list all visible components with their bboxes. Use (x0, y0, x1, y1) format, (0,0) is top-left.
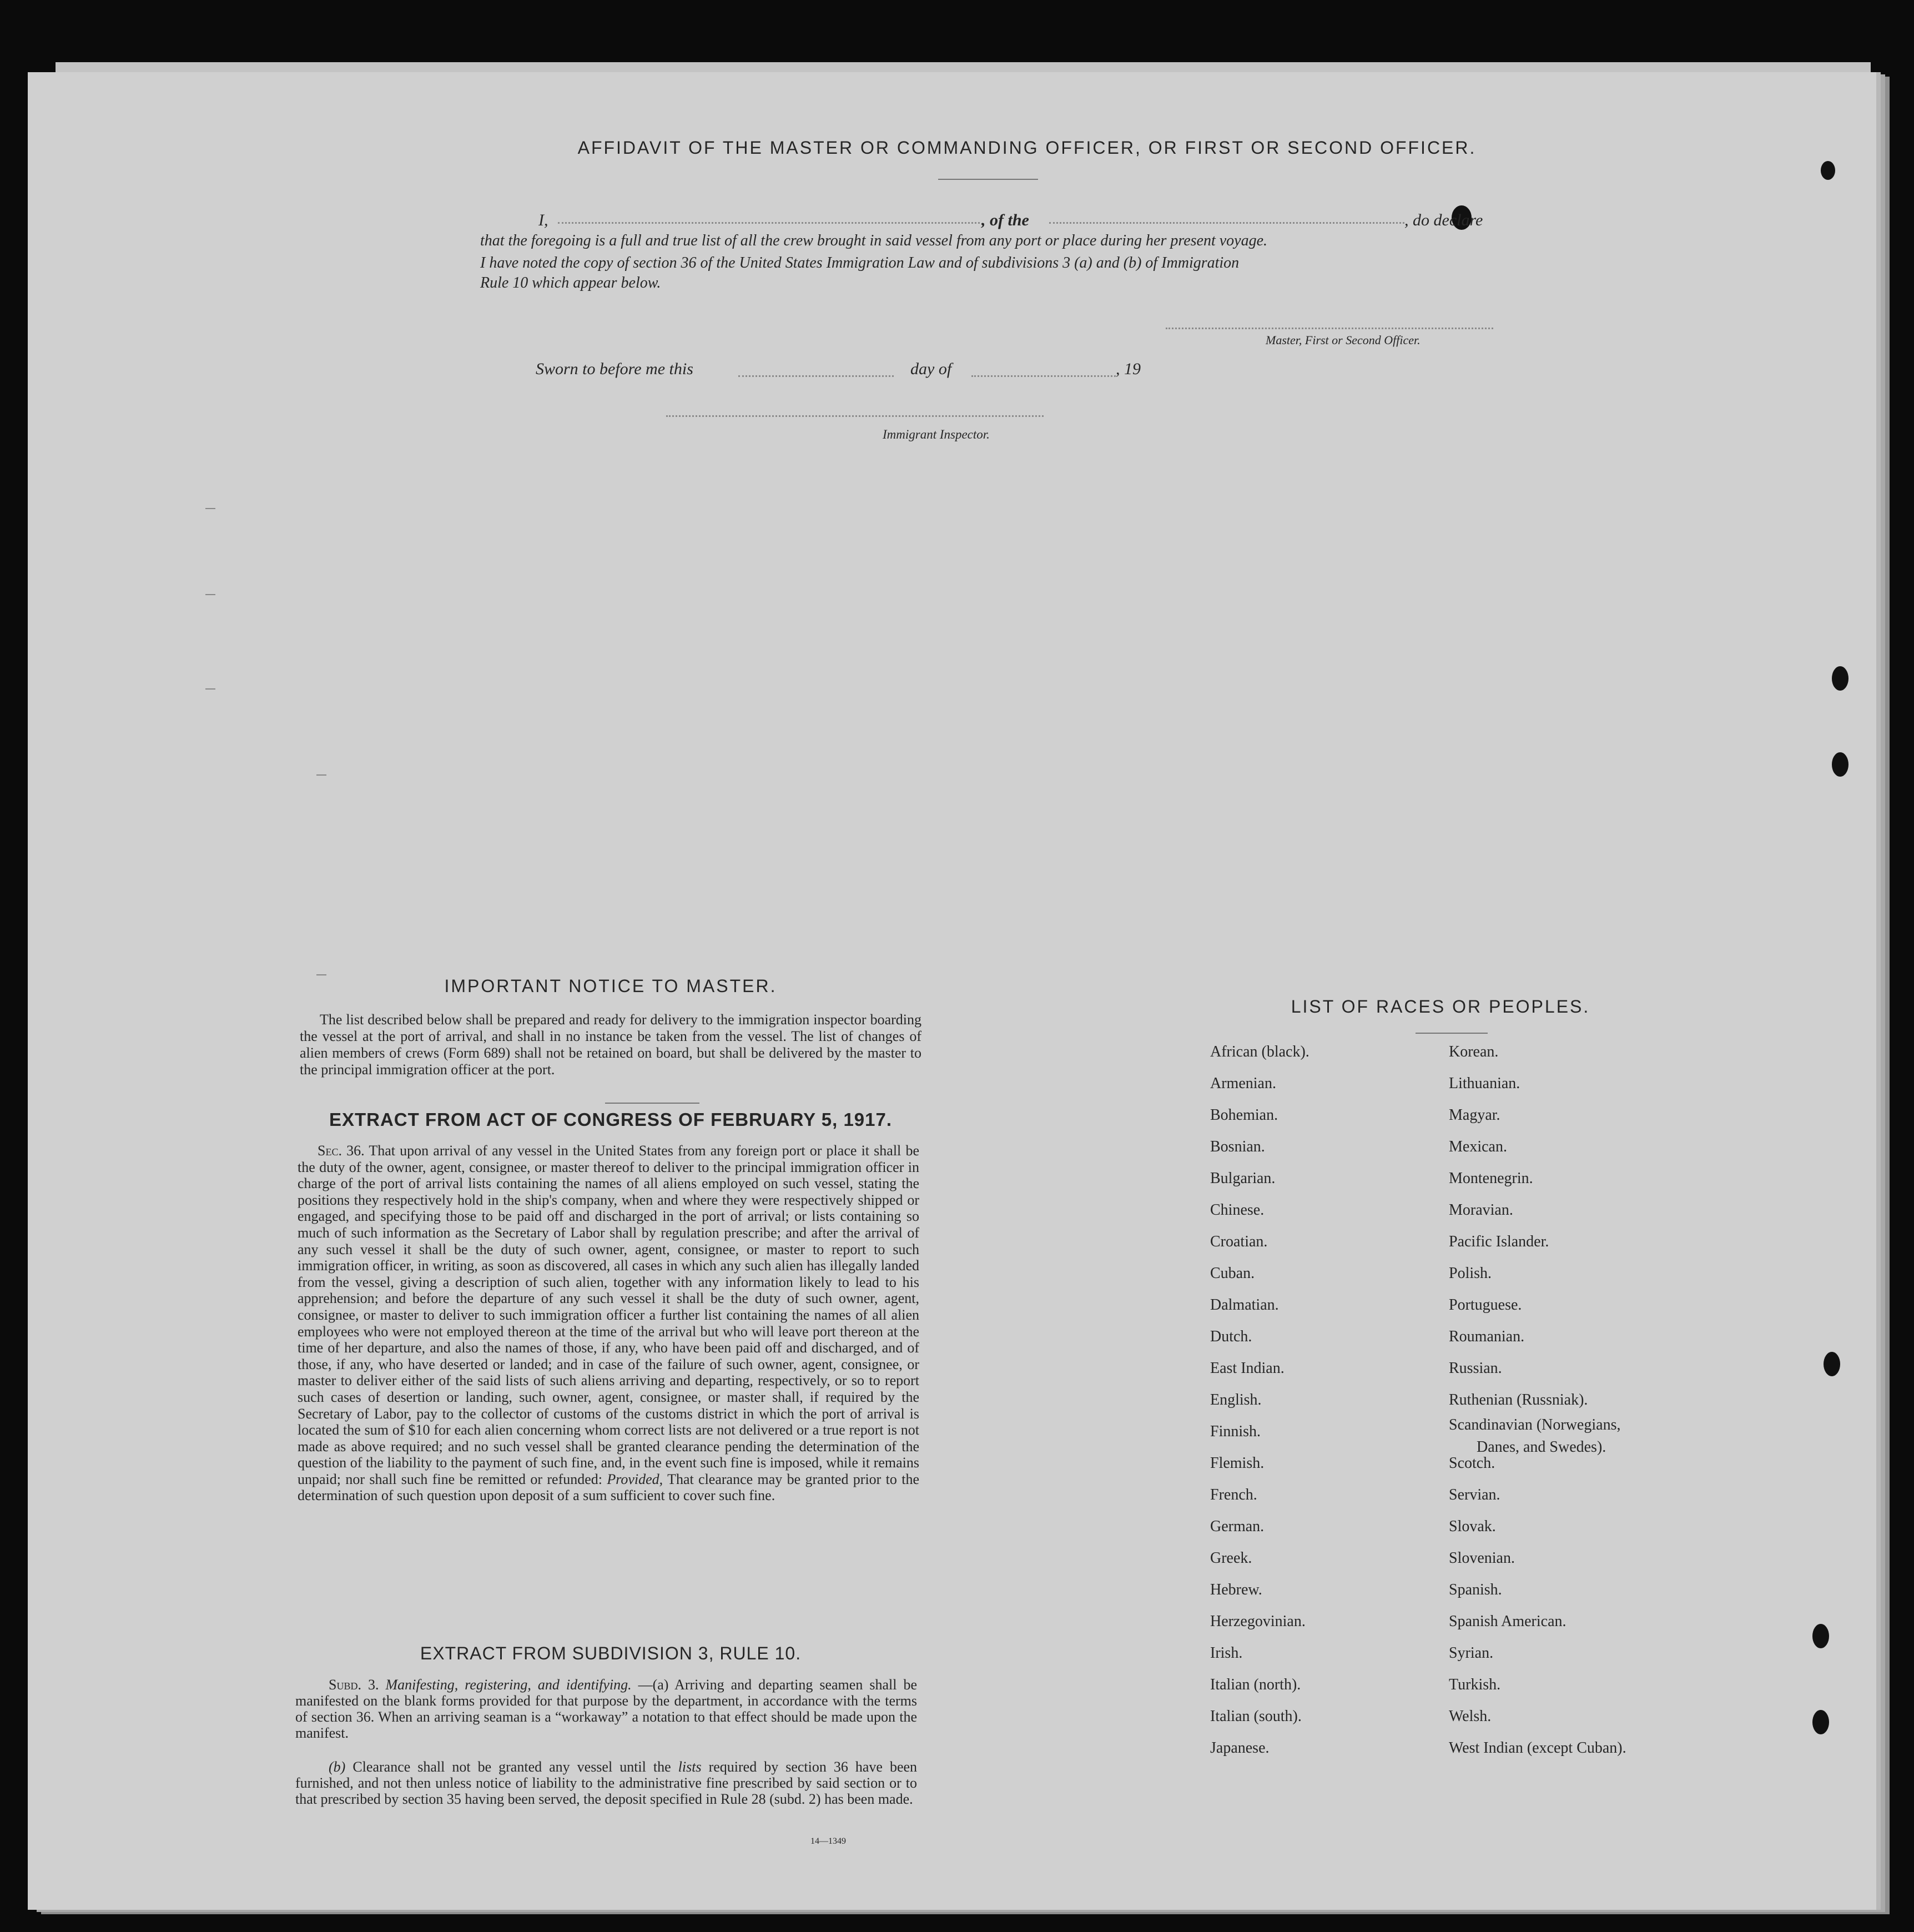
race-item: English. (1210, 1391, 1262, 1408)
race-item: Greek. (1210, 1549, 1252, 1567)
race-item: Servian. (1449, 1486, 1500, 1503)
form-number: 14—1349 (810, 1837, 846, 1846)
race-item: Polish. (1449, 1265, 1492, 1282)
race-item: Korean. (1449, 1043, 1499, 1060)
race-item: Lithuanian. (1449, 1075, 1520, 1092)
race-item: Finnish. (1210, 1423, 1261, 1440)
divider (1416, 1033, 1488, 1034)
provided-word: Provided, (607, 1471, 663, 1487)
margin-tick (316, 774, 326, 776)
affidavit-line-2: that the foregoing is a full and true list of all the crew brought in said vessel from any port or place during her present voyage. (480, 232, 1268, 249)
affidavit-line-4: Rule 10 which appear below. (480, 274, 661, 291)
sworn-prefix: Sworn to before me this (536, 360, 693, 378)
signature-blank[interactable] (1166, 328, 1493, 329)
binding-hole (1812, 1710, 1829, 1734)
binding-hole (1824, 1352, 1840, 1376)
sworn-year: , 19 (1116, 360, 1141, 378)
race-item: French. (1210, 1486, 1257, 1503)
race-item: Ruthenian (Russniak). (1449, 1391, 1588, 1408)
race-item: Dutch. (1210, 1328, 1252, 1345)
race-item: Hebrew. (1210, 1581, 1262, 1598)
section-label: Sec. 36. (318, 1143, 365, 1159)
affidavit-do-declare: , do declare (1404, 211, 1483, 229)
lists-word: lists (678, 1759, 702, 1775)
race-item: Irish. (1210, 1644, 1243, 1662)
race-item: East Indian. (1210, 1360, 1285, 1377)
race-item: Welsh. (1449, 1708, 1492, 1725)
race-item: African (black). (1210, 1043, 1309, 1060)
inspector-blank[interactable] (666, 415, 1044, 417)
notice-text: The list described below shall be prepared and ready for delivery to the immigration inspector boarding the vessel at the port of arrival, and shall in no instance be taken from the vessel. The list of changes of alien members of crews (Form 689) shall not be retained on board, but shall be delivered by the master to the principal immigration officer at the port. (300, 1012, 921, 1078)
section-36-text: That upon arrival of any vessel in the United States from any foreign port or place it shall be the duty of the owner, agent, consignee, or master thereof to deliver to the principal immigration officer in charge of the port of arrival lists containing the names of all aliens employed on such vessel, stating the positions they respectively hold in the ship's company, when and where they were respectively shipped or engaged, and specifying those to be paid off and discharged in the port of arrival; or lists containing so much of such information as the Secretary of Labor shall by regulation prescribe; and after the arrival of any such vessel it shall be the duty of such owner, agent, consignee, or master to report to such immigration officer, in writing, as soon as discovered, all cases in which any such alien has illegally landed from the vessel, giving a description of such alien, together with any information likely to lead to his apprehension; and before the departure of any such vessel it shall be the duty of such owner, agent, consignee, or master to deliver to such immigration officer a further list containing the names of all alien employees who were not employed thereon at the time of the arrival but who will leave port thereon at the time of her departure, and also the names of those, if any, who have been paid off and discharged, and of those, if any, who have deserted or landed; and in case of the failure of such owner, agent, consignee, or master to deliver either of the said lists of such aliens arriving and departing, respectively, or so to report such cases of desertion or landing, such owner, agent, consignee, or master shall, if required by the Secretary of Labor, pay to the collector of customs of the customs district in which the port of arrival is located the sum of $10 for each alien concerning whom correct lists are not delivered or a true report is not made as above required; and no such vessel shall be granted clearance pending the determination of the question of the liability to the payment of such fine, and, in the event such fine is imposed, while it remains unpaid; nor shall such fine be remitted or refunded: (298, 1143, 919, 1487)
affidavit-of-the: , of the (981, 211, 1029, 229)
divider (605, 1103, 699, 1104)
binding-hole (1832, 752, 1848, 777)
margin-tick (205, 594, 215, 595)
race-item: Moravian. (1449, 1201, 1513, 1219)
race-item: Italian (north). (1210, 1676, 1301, 1693)
races-title: LIST OF RACES OR PEOPLES. (1291, 997, 1590, 1017)
race-item: Flemish. (1210, 1455, 1265, 1472)
sworn-day-blank[interactable] (738, 375, 894, 377)
binding-hole (1832, 666, 1848, 691)
subdivision-label: Subd. 3. (329, 1677, 379, 1693)
inspector-caption: Immigrant Inspector. (883, 427, 990, 441)
subdivision-b-label: (b) (329, 1759, 346, 1775)
race-item: Mexican. (1449, 1138, 1507, 1155)
sworn-day-of: day of (910, 360, 952, 378)
subdivision-heading: Manifesting, registering, and identifying. (385, 1677, 632, 1693)
name-blank[interactable] (558, 222, 980, 224)
race-item: Bohemian. (1210, 1106, 1278, 1124)
race-item: Syrian. (1449, 1644, 1494, 1662)
extract-rule-body-a (295, 1677, 917, 1741)
margin-tick (205, 508, 215, 509)
affidavit-i: I, (538, 211, 548, 229)
race-item: Bosnian. (1210, 1138, 1265, 1155)
race-item: Bulgarian. (1210, 1170, 1276, 1187)
race-item: Spanish. (1449, 1581, 1502, 1598)
race-item: Russian. (1449, 1360, 1502, 1377)
extract-act-body (298, 1143, 919, 1504)
affidavit-title: AFFIDAVIT OF THE MASTER OR COMMANDING OFFICER, OR FIRST OR SECOND OFFICER. (577, 138, 1477, 158)
extract-act-title: EXTRACT FROM ACT OF CONGRESS OF FEBRUARY 5, 1917. (329, 1109, 893, 1130)
race-item: Montenegrin. (1449, 1170, 1533, 1187)
race-item: Spanish American. (1449, 1613, 1567, 1630)
race-item: Magyar. (1449, 1106, 1500, 1124)
race-item: Cuban. (1210, 1265, 1255, 1282)
binding-hole (1812, 1624, 1829, 1648)
subdivision-a-text: —(a) Arriving and departing seamen shall be manifested on the blank forms provided for that purpose by the department, in accordance with the terms of section 36. When an arriving seaman is a “workaway” a notation to that effect should be made upon the manifest. (295, 1677, 917, 1741)
race-item: Herzegovinian. (1210, 1613, 1306, 1630)
race-item: Scotch. (1449, 1455, 1495, 1472)
race-item: Japanese. (1210, 1739, 1270, 1757)
margin-tick (316, 974, 326, 975)
race-item-continuation: Danes, and Swedes). (1477, 1438, 1606, 1456)
subdivision-b-text-1: Clearance shall not be granted any vessel until the (352, 1759, 671, 1775)
race-item: Slovak. (1449, 1518, 1496, 1535)
race-item: Turkish. (1449, 1676, 1501, 1693)
section-36-text-end: That clearance may be granted prior to the determination of such question upon deposit of a sum sufficient to cover such fine. (298, 1471, 919, 1504)
race-item: Italian (south). (1210, 1708, 1302, 1725)
subdivision-b-text-2: required by section 36 have been furnished, and not then unless notice of liability to the administrative fine prescribed by said section or to that prescribed by section 35 having been served, the deposit specified in Rule 28 (subd. 2) has been made. (295, 1759, 918, 1807)
race-item: Portuguese. (1449, 1296, 1522, 1314)
race-item: Croatian. (1210, 1233, 1268, 1250)
race-item: Slovenian. (1449, 1549, 1515, 1567)
race-item: Dalmatian. (1210, 1296, 1279, 1314)
race-item: Pacific Islander. (1449, 1233, 1549, 1250)
extract-rule-body-b (295, 1759, 917, 1807)
affidavit-line-3: I have noted the copy of section 36 of the United States Immigration Law and of subdivisions 3 (a) and (b) of Immigration (480, 254, 1240, 271)
race-item: Scandinavian (Norwegians, (1449, 1416, 1621, 1433)
race-item: Armenian. (1210, 1075, 1276, 1092)
sworn-month-blank[interactable] (971, 375, 1116, 377)
divider (938, 179, 1038, 180)
extract-rule-title: EXTRACT FROM SUBDIVISION 3, RULE 10. (420, 1643, 802, 1663)
vessel-blank[interactable] (1049, 222, 1404, 224)
ink-blot (1821, 161, 1835, 180)
race-item: German. (1210, 1518, 1265, 1535)
race-item: West Indian (except Cuban). (1449, 1739, 1626, 1757)
signature-caption: Master, First or Second Officer. (1266, 333, 1421, 347)
race-item: Chinese. (1210, 1201, 1265, 1219)
race-item: Roumanian. (1449, 1328, 1525, 1345)
margin-tick (205, 688, 215, 690)
notice-title: IMPORTANT NOTICE TO MASTER. (444, 976, 777, 996)
